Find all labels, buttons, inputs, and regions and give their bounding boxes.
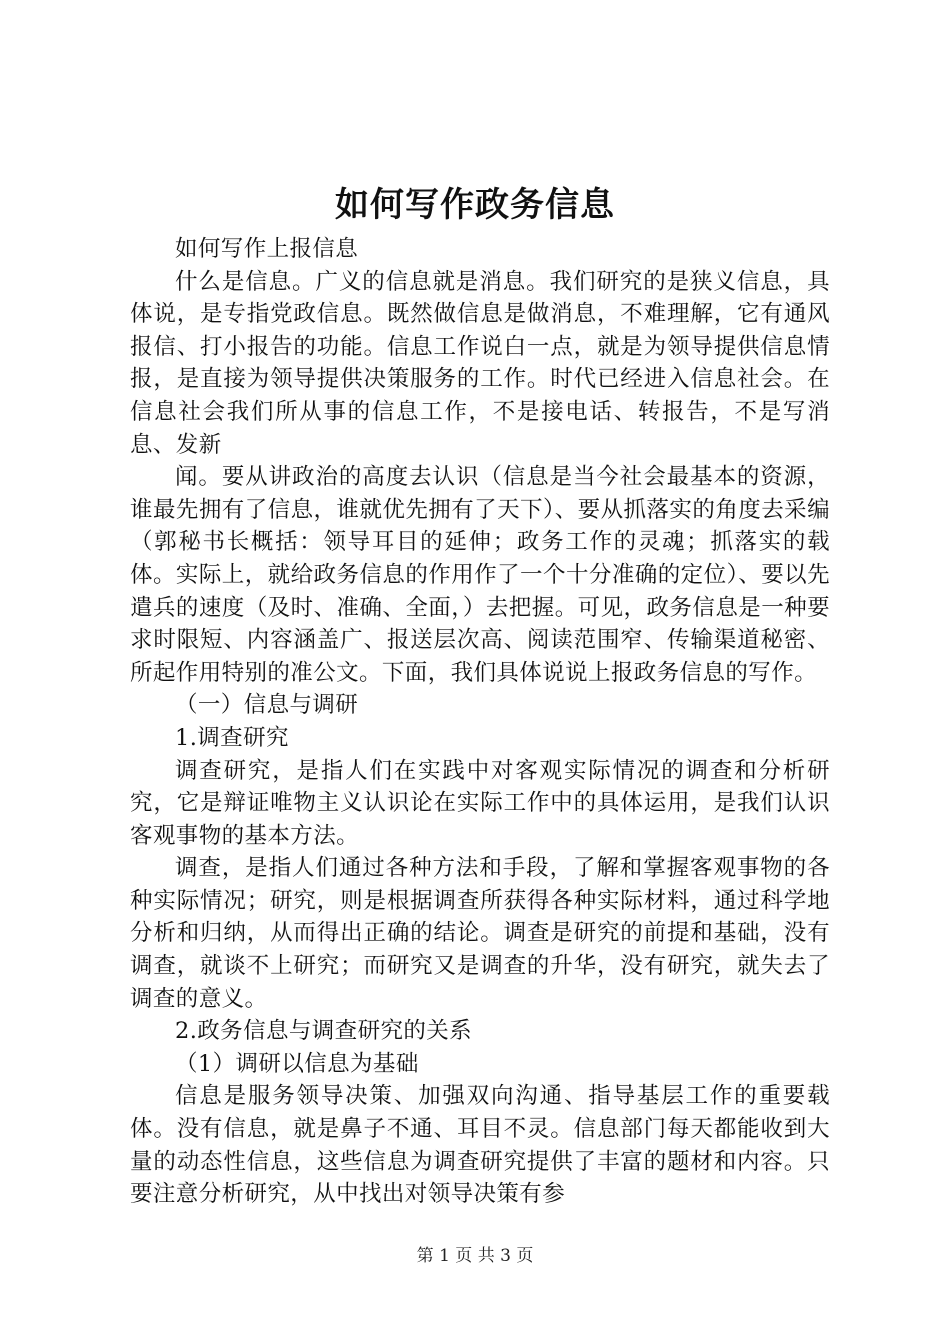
body-paragraph: 闻。要从讲政治的高度去认识（信息是当今社会最基本的资源，谁最先拥有了信息，谁就优先拥有了天下）、要从抓落实的角度去采编（郭秘书长概括：领导耳目的延伸；政务工作的灵魂；抓落实的载体。实际上，就给政务信息的作用作了一个十分准确的定位）、要以先遣兵的速度（及时、准确、全面，）去把握。可见，政务信息是一种要求时限短、内容涵盖广、报送层次高、阅读范围窄、传输渠道秘密、所起作用特别的准公文。下面，我们具体说说上报政务信息的写作。 [130, 464, 830, 686]
page-number-footer: 第 1 页 共 3 页 [416, 1246, 534, 1266]
section-heading: （一）信息与调研 [175, 692, 359, 719]
subsection-heading: 2.政务信息与调查研究的关系 [175, 1018, 473, 1045]
body-paragraph: 信息是服务领导决策、加强双向沟通、指导基层工作的重要载体。没有信息，就是鼻子不通、耳目不灵。信息部门每天都能收到大量的动态性信息，这些信息为调查研究提供了丰富的题材和内容。只要注意分析研究，从中找出对领导决策有参 [130, 1083, 830, 1208]
body-paragraph: 调查研究，是指人们在实践中对客观实际情况的调查和分析研究，它是辩证唯物主义认识论在实际工作中的具体运用，是我们认识客观事物的基本方法。 [130, 757, 830, 849]
subsection-heading: （1）调研以信息为基础 [175, 1050, 419, 1077]
body-paragraph: 什么是信息。广义的信息就是消息。我们研究的是狭义信息，具体说，是专指党政信息。既然做信息是做消息，不难理解，它有通风报信、打小报告的功能。信息工作说白一点，就是为领导提供信息情报，是直接为领导提供决策服务的工作。时代已经进入信息社会。在信息社会我们所从事的信息工作，不是接电话、转报告，不是写消息、发新 [130, 268, 830, 458]
subsection-heading: 1.调查研究 [175, 724, 289, 751]
body-paragraph: 调查，是指人们通过各种方法和手段，了解和掌握客观事物的各种实际情况；研究，则是根据调查所获得各种实际材料，通过科学地分析和归纳，从而得出正确的结论。调查是研究的前提和基础，没有调查，就谈不上研究；而研究又是调查的升华，没有研究，就失去了调查的意义。 [130, 855, 830, 1012]
document-title: 如何写作政务信息 [335, 185, 615, 225]
section-heading: 如何写作上报信息 [175, 236, 359, 262]
document-body [130, 233, 830, 1211]
